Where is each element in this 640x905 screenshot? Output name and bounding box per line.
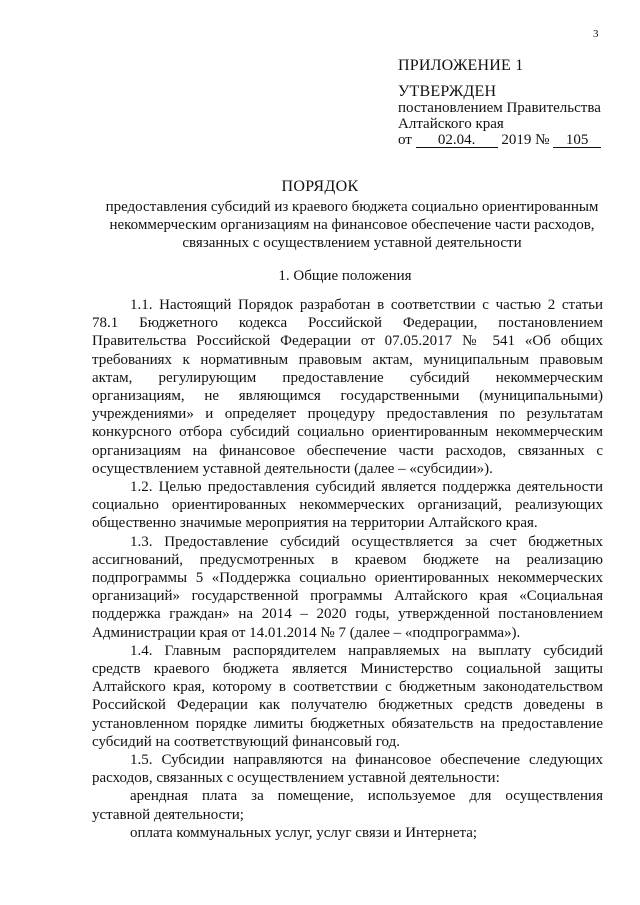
approval-year-number-label: 2019 № [501, 132, 550, 148]
paragraph-1-3: 1.3. Предоставление субсидий осуществляется за счет бюджетных ассигнований, предусмотренных в краевом бюджете на реализацию подпрограммы 5 «Поддержка социально ориентированных некоммерческих организаций» государственной программы Алтайского края «Социальная поддержка граждан» на 2014 – 2020 годы, утвержденной постановлением Администрации края от 14.01.2014 № 7 (далее – «подпрограмма»). [92, 533, 603, 641]
document-subtitle: предоставления субсидий из краевого бюджета социально ориентированным некоммерческим организациям на финансовое обеспечение части расходов, связанных с осуществлением уставной деятельности [105, 199, 599, 251]
approval-line-1: постановлением Правительства [398, 100, 601, 116]
approved-label: УТВЕРЖДЕН [398, 83, 497, 100]
approval-date: 02.04. [416, 133, 498, 148]
approval-number: 105 [553, 133, 601, 148]
document-body [92, 296, 603, 842]
approval-line-2: Алтайского края [398, 116, 504, 132]
page-number: 3 [593, 28, 599, 40]
approval-date-line [398, 132, 628, 148]
list-item-utilities: оплата коммунальных услуг, услуг связи и Интернета; [130, 824, 478, 841]
section-heading: 1. Общие положения [278, 268, 412, 284]
document-title: ПОРЯДОК [281, 178, 359, 195]
paragraph-1-2: 1.2. Целью предоставления субсидий является поддержка деятельности социально ориентированных некоммерческих организаций, реализующих общественно значимые мероприятия на территории Алтайского края. [92, 479, 603, 532]
appendix-label: ПРИЛОЖЕНИЕ 1 [398, 57, 524, 74]
list-item-rent: арендная плата за помещение, используемое для осуществления уставной деятельности; [92, 788, 603, 823]
paragraph-1-5: 1.5. Субсидии направляются на финансовое обеспечение следующих расходов, связанных с осуществлением уставной деятельности: [92, 752, 603, 787]
from-label: от [398, 132, 412, 148]
paragraph-1-4: 1.4. Главным распорядителем направляемых на выплату субсидий средств краевого бюджета является Министерство социальной защиты Алтайского края, которому в соответствии с бюджетным законодательством Российской Федерации как получателю бюджетных средств доведены в установленном порядке лимиты бюджетных обязательств на предоставление субсидий на соответствующий финансовый год. [92, 642, 603, 750]
paragraph-1-1: 1.1. Настоящий Порядок разработан в соответствии с частью 2 статьи 78.1 Бюджетного кодекса Российской Федерации, постановлением Правительства Российской Федерации от 07.05.2017 № 541 «Об общих требованиях к нормативным правовым актам, муниципальным правовым актам, регулирующим предоставление субсидий некоммерческим организациям, не являющимся государственными (муниципальными) учреждениями» и определяет процедуру предоставления по результатам конкурсного отбора субсидий социально ориентированным некоммерческим организациям на финансовое обеспечение части расходов, связанных с осуществлением уставной деятельности (далее – «субсидии»). [92, 297, 603, 477]
approval-stamp [398, 58, 628, 148]
